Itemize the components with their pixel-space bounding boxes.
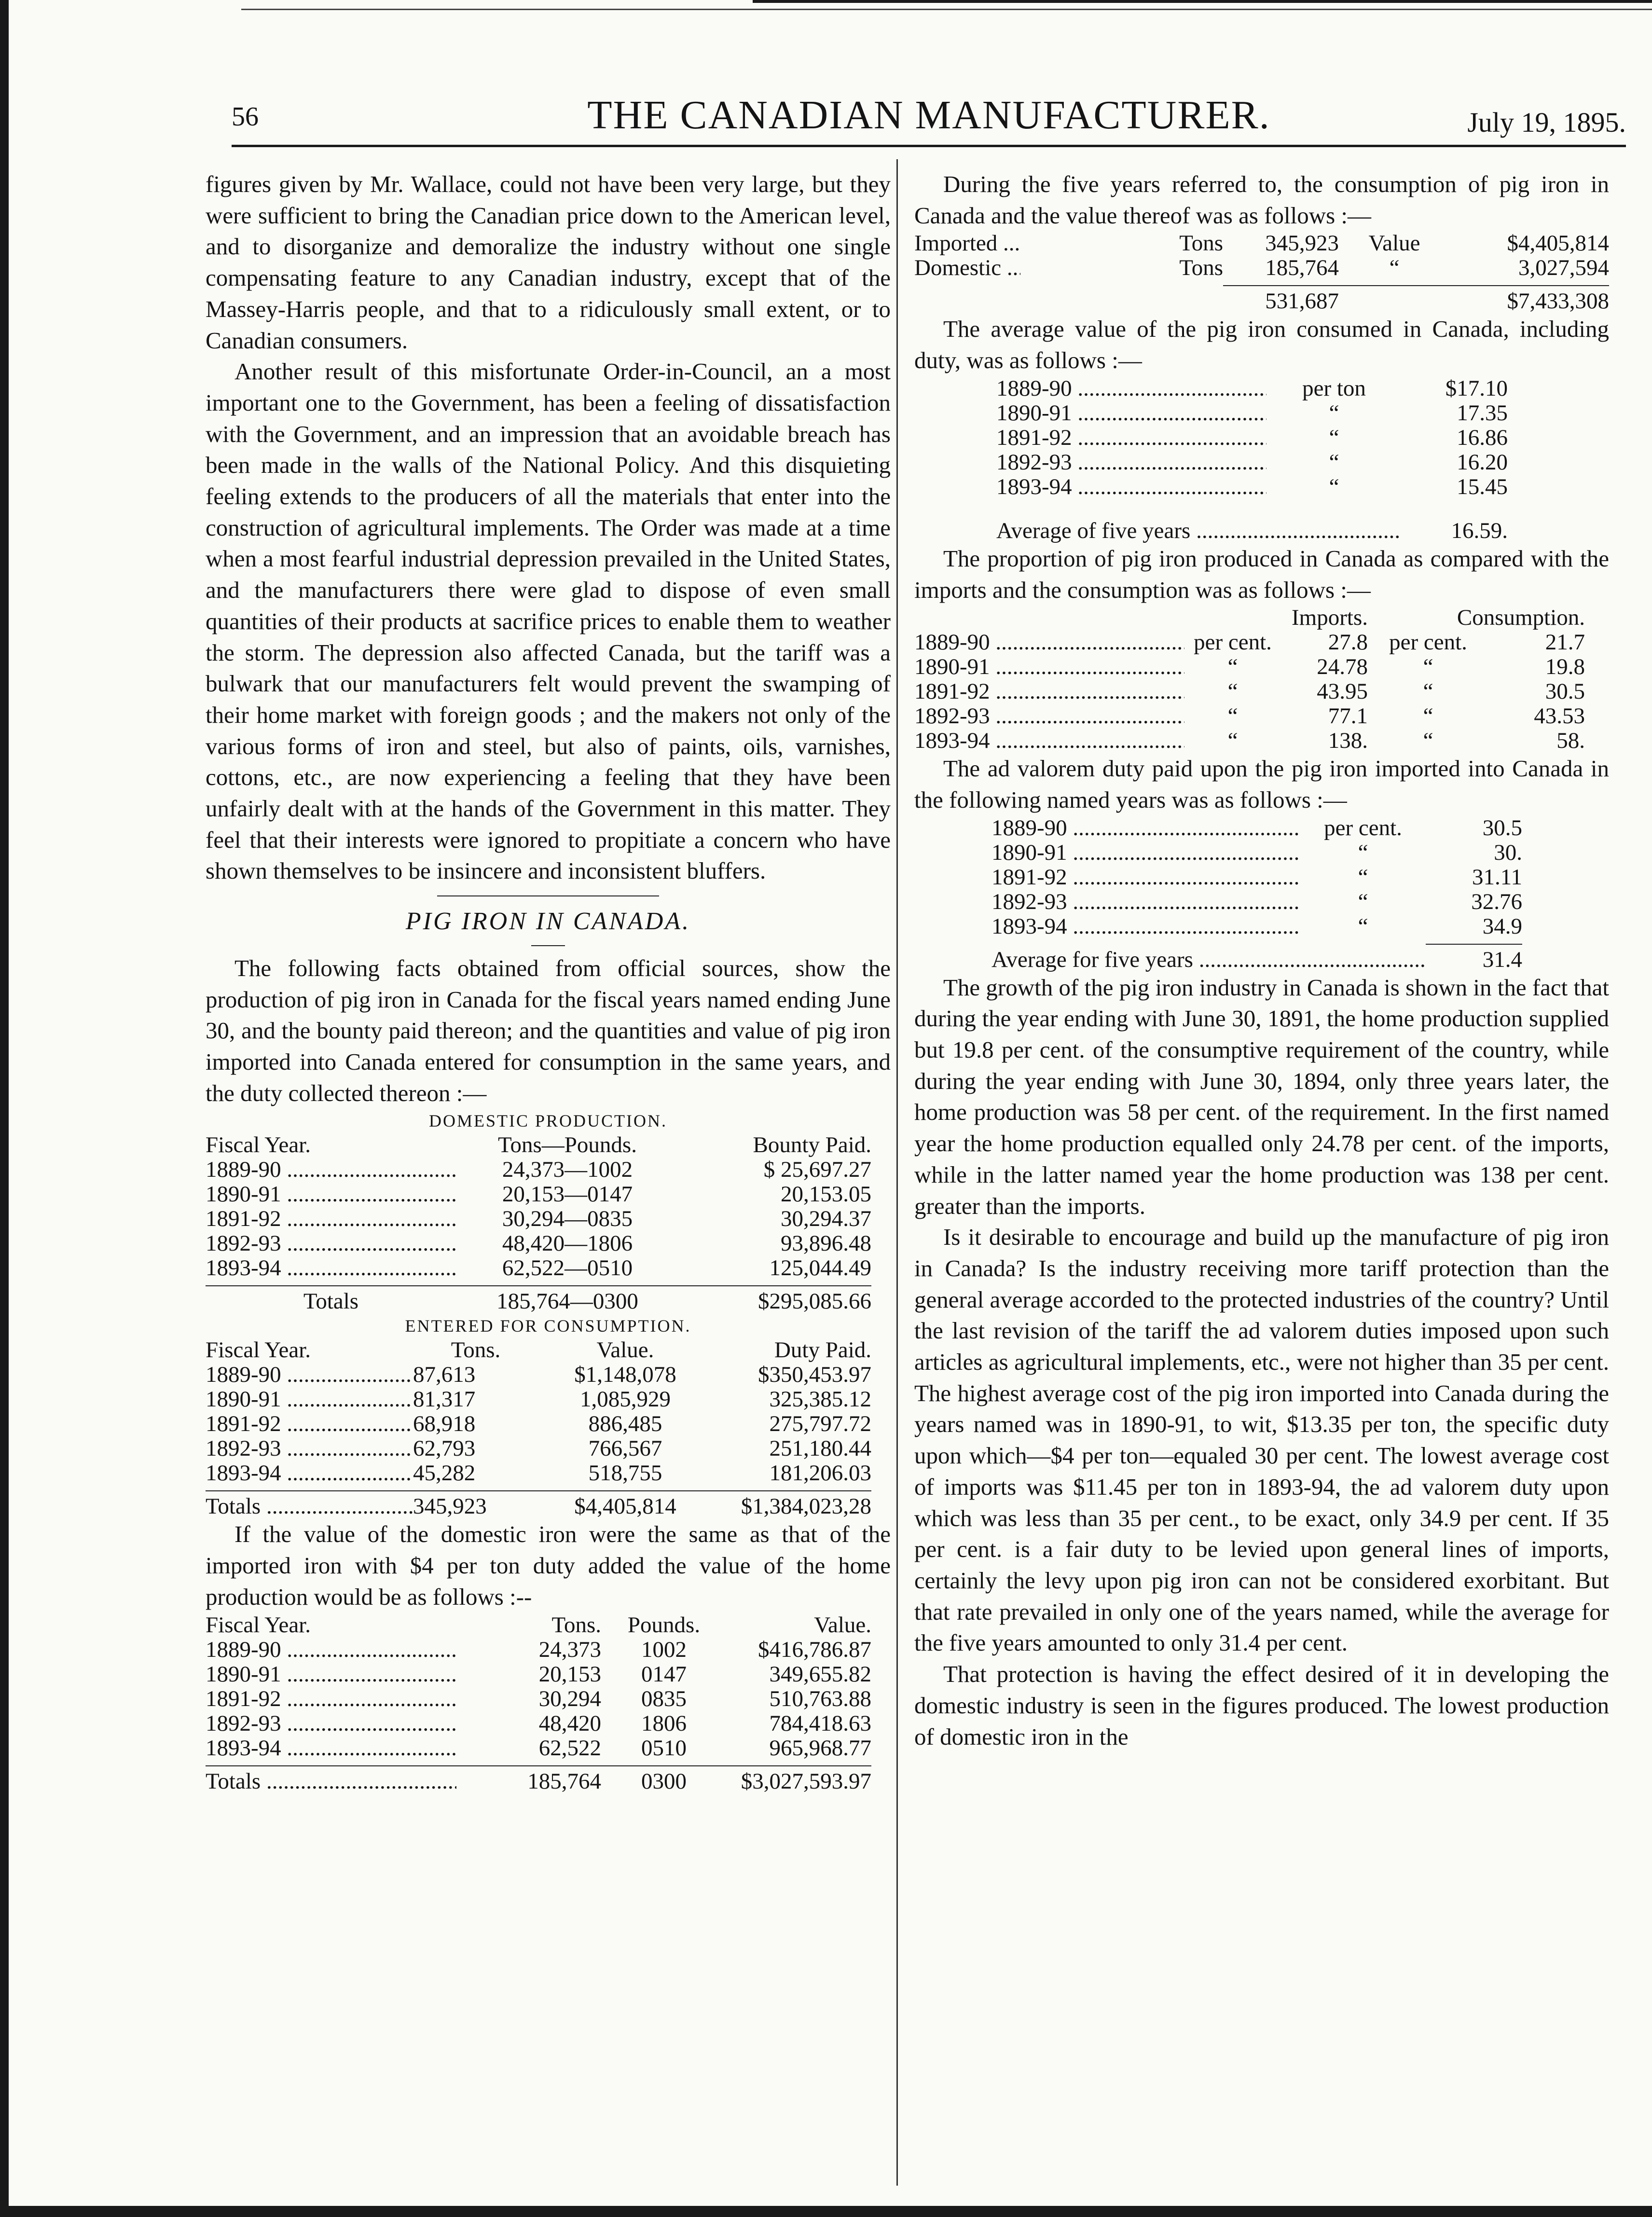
table-cell: $1,148,078 (574, 1362, 676, 1388)
scan-edge-top (753, 0, 1652, 3)
table-cell: 1891-92 ..... (996, 426, 1267, 450)
table-cell: “ (1423, 679, 1433, 704)
table-cell: 20,153 (538, 1661, 601, 1687)
table-cell: $416,786.87 (758, 1637, 871, 1662)
issue-date: July 19, 1895. (1467, 107, 1626, 138)
table-cell: 1893-94 ..... (991, 914, 1300, 939)
table-cell: 1890-91 ..... (206, 1182, 456, 1207)
table-cell: 181,206.03 (769, 1460, 871, 1486)
table-cell: Value (1368, 231, 1420, 256)
proportion-table (914, 606, 1609, 753)
page-number: 56 (232, 102, 259, 132)
table-cell: 20,153.05 (781, 1182, 871, 1207)
paragraph: The proportion of pig iron produced in Canada as compared with the imports and the consumption was as follows :— (914, 545, 1609, 603)
table-cell: “ (1227, 654, 1238, 680)
table-cell: per cent. (1324, 815, 1402, 840)
column-header: Value. (596, 1337, 654, 1363)
column-header: Tons—Pounds. (498, 1132, 637, 1158)
table-cell: “ (1227, 728, 1238, 754)
table-cell: 1893-94 ..... (206, 1256, 456, 1281)
table-cell: 251,180.44 (769, 1436, 871, 1461)
sum-rule (206, 1765, 871, 1766)
totals-cell: 345,923 (413, 1494, 487, 1519)
sum-rule (206, 1285, 871, 1286)
ad-valorem-table (914, 816, 1609, 972)
table-cell: 1889-90 ..... (914, 630, 1184, 655)
table-cell: 58. (1556, 728, 1585, 754)
column-header: Consumption. (1457, 605, 1585, 631)
table-cell: 1890-91 ..... (206, 1387, 413, 1412)
table-cell: 3,027,594 (1518, 255, 1609, 281)
table-cell: 965,968.77 (769, 1735, 871, 1761)
table-cell: $4,405,814 (1507, 231, 1609, 256)
scan-line-top (241, 9, 1652, 10)
paragraph: Is it desirable to encourage and build up the manufacture of pig iron in Canada? Is the industry receiving more tariff protection than the general average accorded to the protected industries of the country? Until the last revision of the tariff the ad valorem duties imposed upon such articles as agricultural implements, etc., were not higher than 35 per cent. The highest average cost of the pig iron imported into Canada during the years named was in 1890-91, to wit, $13.35 per ton, the specific duty upon which—$4 per ton—equaled 30 per cent. The lowest average cost of imports was $11.45 per ton in 1893-94, the ad valorem duty upon which was less than 35 per cent., to be exact, only 34.9 per cent. If 35 per cent. is a fair duty to be levied upon general lines of imports, certainly the levy upon pig iron can not be considered exorbitant. But that rate prevailed in only one of the years named, while the average for the five years amounted to only 31.4 per cent. (914, 1224, 1609, 1656)
totals-cell: $3,027,593.97 (741, 1768, 871, 1794)
table-cell: 1893-94 ..... (206, 1736, 456, 1761)
table-cell: 1806 (641, 1710, 687, 1736)
table-cell: 1890-91 ..... (206, 1662, 456, 1687)
scan-edge-bottom (0, 2206, 1652, 2217)
totals-cell: 185,764 (527, 1768, 601, 1794)
totals-label: Totals ..... (206, 1494, 413, 1519)
column-header: Imports. (1292, 605, 1368, 631)
paragraph: Another result of this misfortunate Order-in-Council, an a most important one to the Government, has been a feeling of dissatisfaction with the Government, and an impression that an avoidable breach has been made in the walls of the National Policy. And this disquieting feeling extends to the producers of all the materials that enter into the construction of agricultural implements. The Order was made at a time when a most fearful industrial depression prevailed in the United States, and the manufacturers there were glad to dispose of even small quantities of their products at sacrifice prices to enable them to weather the storm. The depression also affected Canada, but the tariff was a bulwark that our manufacturers felt would prevent the swamping of their home market with foreign goods ; and the makers not only of the various forms of iron and steel, but also of paints, oils, varnishes, cottons, etc., are now experiencing a feeling that they have been unfairly dealt with at the hands of the Government in this matter. They feel that their interests were ignored to propitiate a concern who have shown themselves to be insincere and inconsistent bluffers. (206, 358, 891, 884)
table-cell: 20,153—0147 (502, 1182, 633, 1207)
column-header: Fiscal Year. (206, 1338, 311, 1363)
table-cell: Tons (1179, 255, 1223, 281)
table-cell: 1891-92 ..... (206, 1207, 456, 1231)
table-cell: Tons (1179, 231, 1223, 256)
consumption-table (206, 1338, 891, 1519)
table-cell: 24,373 (538, 1637, 601, 1662)
average-label: Average of five years ..... (996, 519, 1402, 543)
paragraph: figures given by Mr. Wallace, could not have been very large, but they were sufficient to bring the Canadian price down to the American level, and to disorganize and demoralize the industry without one single compensating feature to any Canadian industry, except that of the Massey-Harris people, and that to a ridiculously small extent, or to Canadian consumers. (206, 171, 891, 354)
table-cell: “ (1358, 913, 1368, 939)
column-header: Value. (814, 1612, 871, 1638)
table-cell: 31.11 (1472, 864, 1522, 890)
table-cell: 87,613 (413, 1363, 476, 1388)
table-cell: 30. (1494, 840, 1522, 865)
table-cell: 349,655.82 (769, 1661, 871, 1687)
table-cell: $17.10 (1445, 375, 1508, 401)
scan-edge-left (0, 0, 9, 2217)
table-cell: 16.86 (1457, 425, 1508, 450)
paragraph: The following facts obtained from official sources, show the production of pig iron in Canada for the fiscal years named ending June 30, and the bounty paid thereon; and the quantities and value of pig iron imported into Canada entered for consumption in the same years, and the duty collected thereon :— (206, 954, 891, 1106)
table-cell: 45,282 (413, 1461, 476, 1486)
table-cell: 1893-94 ..... (914, 729, 1184, 753)
table-cell: 1002 (641, 1637, 687, 1662)
title-rule (531, 945, 565, 946)
table-cell: 1889-90 ..... (206, 1638, 456, 1662)
table-cell: 518,755 (588, 1460, 662, 1486)
table-cell: 1889-90 ..... (996, 376, 1267, 401)
table-cell: 24.78 (1317, 654, 1368, 680)
column-header: Tons. (451, 1337, 501, 1363)
column-header: Pounds. (627, 1612, 701, 1638)
table-cell: 0835 (641, 1686, 687, 1711)
column-divider (896, 159, 898, 2186)
column-header: Fiscal Year. (206, 1133, 311, 1158)
table-cell: 886,485 (588, 1411, 662, 1437)
paragraph: The average value of the pig iron consumed in Canada, including duty, was as follows :— (914, 316, 1609, 374)
table-caption: DOMESTIC PRODUCTION. (428, 1111, 668, 1131)
table-cell: “ (1423, 654, 1433, 680)
table-cell: Domestic ..... (914, 256, 1020, 280)
average-cell: 31.4 (1482, 947, 1522, 972)
table-cell: 1891-92 ..... (206, 1687, 456, 1711)
table-cell: $ 25,697.27 (763, 1157, 871, 1183)
column-header: Bounty Paid. (753, 1132, 871, 1158)
page-title: THE CANADIAN MANUFACTURER. (587, 93, 1270, 138)
totals-label: Totals ..... (206, 1769, 456, 1794)
sum-rule (206, 1490, 871, 1491)
table-cell: 185,764 (1265, 255, 1339, 281)
table-cell: 1892-93 ..... (996, 450, 1267, 475)
table-cell: $350,453.97 (758, 1362, 871, 1388)
table-cell: 1891-92 ..... (206, 1412, 413, 1436)
table-cell: 19.8 (1545, 654, 1585, 680)
totals-cell: $295,085.66 (758, 1289, 871, 1314)
home-value-table (206, 1613, 891, 1794)
table-cell: 125,044.49 (769, 1255, 871, 1281)
table-cell: 1889-90 ..... (206, 1363, 413, 1387)
table-cell: 30,294 (538, 1686, 601, 1711)
right-column (914, 169, 1609, 1752)
table-cell: 62,522 (538, 1735, 601, 1761)
table-cell: 43.53 (1534, 703, 1585, 729)
table-cell: 62,522—0510 (502, 1255, 633, 1281)
totals-cell: 185,764—0300 (496, 1289, 638, 1314)
table-cell: 21.7 (1545, 630, 1585, 655)
table-cell: 15.45 (1457, 474, 1508, 499)
totals-cell: $4,405,814 (574, 1494, 676, 1519)
table-cell: per cent. (1389, 630, 1467, 655)
table-cell: 16.20 (1457, 449, 1508, 475)
table-cell: 1892-93 ..... (914, 704, 1184, 729)
table-cell: 1891-92 ..... (914, 679, 1184, 704)
table-cell: 1889-90 ..... (206, 1157, 456, 1182)
column-header: Duty Paid. (774, 1337, 871, 1363)
left-column (206, 169, 891, 1794)
table-cell: 81,317 (413, 1387, 476, 1412)
table-cell: 784,418.63 (769, 1710, 871, 1736)
table-cell: “ (1358, 889, 1368, 914)
table-cell: “ (1329, 425, 1339, 450)
table-cell: 1890-91 ..... (991, 840, 1300, 865)
table-cell: 48,420 (538, 1710, 601, 1736)
domestic-production-table (206, 1133, 891, 1314)
table-cell: 43.95 (1317, 679, 1368, 704)
table-cell: 1,085,929 (580, 1387, 671, 1412)
table-cell: 30,294—0835 (502, 1206, 633, 1232)
table-cell: “ (1329, 400, 1339, 426)
table-cell: 510,763.88 (769, 1686, 871, 1711)
paragraph: During the five years referred to, the consumption of pig iron in Canada and the value thereof was as follows :— (914, 171, 1609, 229)
table-cell: 68,918 (413, 1412, 476, 1437)
table-cell: “ (1423, 728, 1433, 754)
table-cell: 138. (1328, 728, 1368, 754)
table-cell: “ (1227, 679, 1238, 704)
table-cell: 1892-93 ..... (206, 1436, 413, 1461)
average-cell: 16.59. (1451, 518, 1508, 543)
table-caption: ENTERED FOR CONSUMPTION. (405, 1316, 691, 1336)
table-cell: 30.5 (1545, 679, 1585, 704)
consumption-value-table (914, 231, 1609, 314)
paragraph: The ad valorem duty paid upon the pig iron imported into Canada in the following named years was as follows :— (914, 755, 1609, 813)
column-header: Fiscal Year. (206, 1612, 311, 1638)
table-cell: “ (1329, 449, 1339, 475)
table-cell: 766,567 (588, 1436, 662, 1461)
table-cell: 1889-90 ..... (991, 816, 1300, 840)
table-cell: 1892-93 ..... (206, 1711, 456, 1736)
table-cell: 1890-91 ..... (914, 655, 1184, 679)
table-cell: 17.35 (1457, 400, 1508, 426)
table-cell: “ (1358, 840, 1368, 865)
table-cell: 32.76 (1471, 889, 1522, 914)
table-cell: 345,923 (1265, 231, 1339, 256)
table-cell: per ton (1302, 375, 1366, 401)
average-value-table (914, 376, 1609, 543)
table-cell: “ (1329, 474, 1339, 499)
table-cell: 30.5 (1482, 815, 1522, 840)
table-cell: “ (1423, 703, 1433, 729)
paragraph: That protection is having the effect desired of it in developing the domestic industry is seen in the figures produced. The lowest production of domestic iron in the (914, 1661, 1609, 1750)
table-cell: 1892-93 ..... (991, 890, 1300, 914)
totals-cell: 0300 (641, 1768, 687, 1794)
table-cell: 1890-91 ..... (996, 401, 1267, 426)
table-cell: 1891-92 ..... (991, 865, 1300, 890)
paragraph: The growth of the pig iron industry in Canada is shown in the fact that during the year ending with June 30, 1891, the home production supplied but 19.8 per cent. of the consumptive requirement of the country, while during the year ending with June 30, 1894, only three years later, the home production was 58 per cent. of the requirement. In the first named year the home production equalled only 24.78 per cent. of the imports, while in the latter named year the home production was 138 per cent. greater than the imports. (914, 974, 1609, 1219)
table-cell: 93,896.48 (781, 1231, 871, 1256)
table-cell: “ (1227, 703, 1238, 729)
table-cell: 1893-94 ..... (206, 1461, 413, 1486)
table-cell: 77.1 (1328, 703, 1368, 729)
average-label: Average for five years ..... (991, 948, 1426, 972)
table-cell: 275,797.72 (769, 1411, 871, 1437)
totals-cell: $1,384,023,28 (741, 1494, 871, 1519)
table-cell: 0147 (641, 1661, 687, 1687)
table-cell: “ (1358, 864, 1368, 890)
table-cell: 34.9 (1482, 913, 1522, 939)
totals-cell: $7,433,308 (1507, 289, 1609, 314)
table-cell: 48,420—1806 (502, 1231, 633, 1256)
header-rule (232, 145, 1626, 147)
table-cell: 30,294.37 (781, 1206, 871, 1232)
table-cell: “ (1389, 255, 1400, 281)
totals-cell: 531,687 (1265, 289, 1339, 314)
table-cell: 24,373—1002 (502, 1157, 633, 1183)
table-cell: 0510 (641, 1735, 687, 1761)
sum-rule (1426, 944, 1522, 945)
table-cell: 1892-93 ..... (206, 1231, 456, 1256)
sum-rule (1223, 285, 1609, 286)
table-cell: Imported ..... (914, 231, 1020, 256)
table-cell: 1893-94 ..... (996, 475, 1267, 499)
table-cell: 325,385.12 (769, 1387, 871, 1412)
section-rule (437, 895, 659, 896)
paragraph: If the value of the domestic iron were the same as that of the imported iron with $4 per ton duty added the value of the home production would be as follows :-- (206, 1521, 891, 1610)
totals-label: Totals (303, 1289, 359, 1314)
column-header: Tons. (551, 1612, 601, 1638)
table-cell: 27.8 (1328, 630, 1368, 655)
section-title: PIG IRON IN CANADA. (405, 908, 691, 936)
table-cell: 62,793 (413, 1436, 476, 1461)
table-cell: per cent. (1194, 630, 1272, 655)
